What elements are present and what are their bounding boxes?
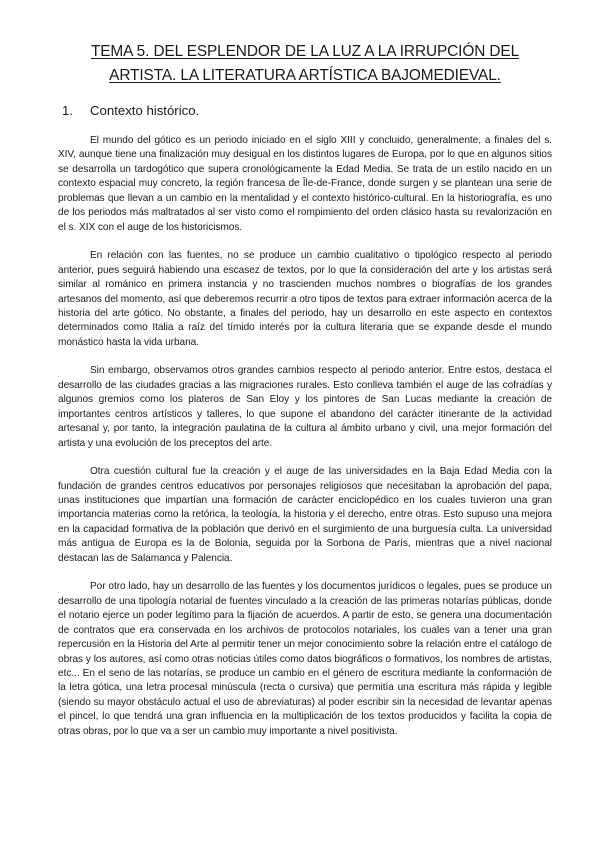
section-heading: [58, 102, 552, 120]
paragraph: El mundo del gótico es un periodo iniciado en el siglo XIII y concluido, generalmente, a finales del s. XIV, aunque tiene una finalización muy desigual en los distintos lugares de Europa, por lo que en algunos sitios se desarrolla un tardogótico que supera cronológicamente la Edad Media. Se trata de un estilo nacido en un contexto espacial muy concreto, la región francesa de Île-de-France, donde surgen y se plantean una serie de problemas que llevan a un cambio en la mentalidad y el contexto histórico-cultural. En la historiografía, es uno de los periodos más maltratados al ser visto como el rompimiento del orden clásico hasta su revalorización en el s. XIX con el auge de los historicismos.: [58, 135, 552, 233]
paragraph: En relación con las fuentes, no se produce un cambio cualitativo o tipológico respecto al periodo anterior, pues seguirá habiendo una escasez de textos, por lo que la consideración del arte y los artistas será similar al románico en primera instancia y no trascienden muchos nombres o biografías de los grandes artesanos del momento, así que deberemos recurrir a otro tipos de textos para extraer información acerca de la historia del arte gótico. No obstante, a finales del periodo, hay un desarrollo en este aspecto en contextos determinados como Italia a raíz del tímido interés por la cultura literaria que se expande desde el mundo monástico hasta la vida urbana.: [58, 250, 552, 348]
paragraph: Por otro lado, hay un desarrollo de las fuentes y los documentos jurídicos o legales, pues se produce un desarrollo de una tipología notarial de fuentes vinculado a la creación de las primeras notarías públicas, donde el notario ejerce un poder legítimo para la fijación de acuerdos. A partir de esto, se genera una documentación de contratos que era conservada en los archivos de protocolos notariales, los cuales van a tener una gran repercusión en la Historia del Arte al permitir tener un mejor conocimiento sobre la relación entre el catálogo de obras y los autores, así como otras noticias útiles como datos biográficos o formativos, los nombres de artistas, etc... En el seno de las notarías, se produce un cambio en el género de escritura mediante la conformación de la letra gótica, una letra procesal minúscula (recta o cursiva) que permitía una escritura más rápida y legible (siendo su mayor obstáculo actual el uso de abreviaturas) al poder escribir sin la necesidad de levantar apenas el pincel, lo que tendrá una gran influencia en la multiplicación de los textos producidos y facilita la copia de otras obras, por lo que va a ser un cambio muy importante a nivel positivista.: [58, 581, 552, 737]
body-text: [58, 134, 552, 739]
section-title: Contexto histórico.: [90, 103, 200, 118]
paragraph: Sin embargo, observamos otros grandes cambios respecto al periodo anterior. Entre estos, destaca el desarrollo de las ciudades gracias a las migraciones rurales. Esto conlleva también el auge de las cofradías y algunos gremios como los plateros de San Eloy y los pintores de San Lucas mediante la creación de importantes centros artísticos y talleres, lo que supone el abandono del carácter itinerante de la actividad artesanal y, por tanto, la integración paulatina de la cultura al ámbito urbano y civil, una mejor formación del artista y una evolución de los preceptos del arte.: [58, 365, 552, 449]
document-title: TEMA 5. DEL ESPLENDOR DE LA LUZ A LA IRRUPCIÓN DEL ARTISTA. LA LITERATURA ARTÍSTICA BAJOMEDIEVAL.: [90, 43, 520, 84]
section-number: 1.: [62, 103, 73, 118]
paragraph: Otra cuestión cultural fue la creación y el auge de las universidades en la Baja Edad Media con la fundación de grandes centros educativos por personajes religiosos que necesitaban la aprobación del papa, unas instituciones que impartían una formación de carácter enciclopédico en los cuales tuvieron una gran importancia materias como la retórica, la teología, la historia y el derecho, entre otras. Esto supuso una mejora en la capacidad formativa de la población que derivó en el surgimiento de una burguesía culta. La universidad más antigua de Europa es la de Bolonia, seguida por la Sorbona de París, mientras que a nivel nacional destacan las de Salamanca y Palencia.: [58, 466, 552, 564]
